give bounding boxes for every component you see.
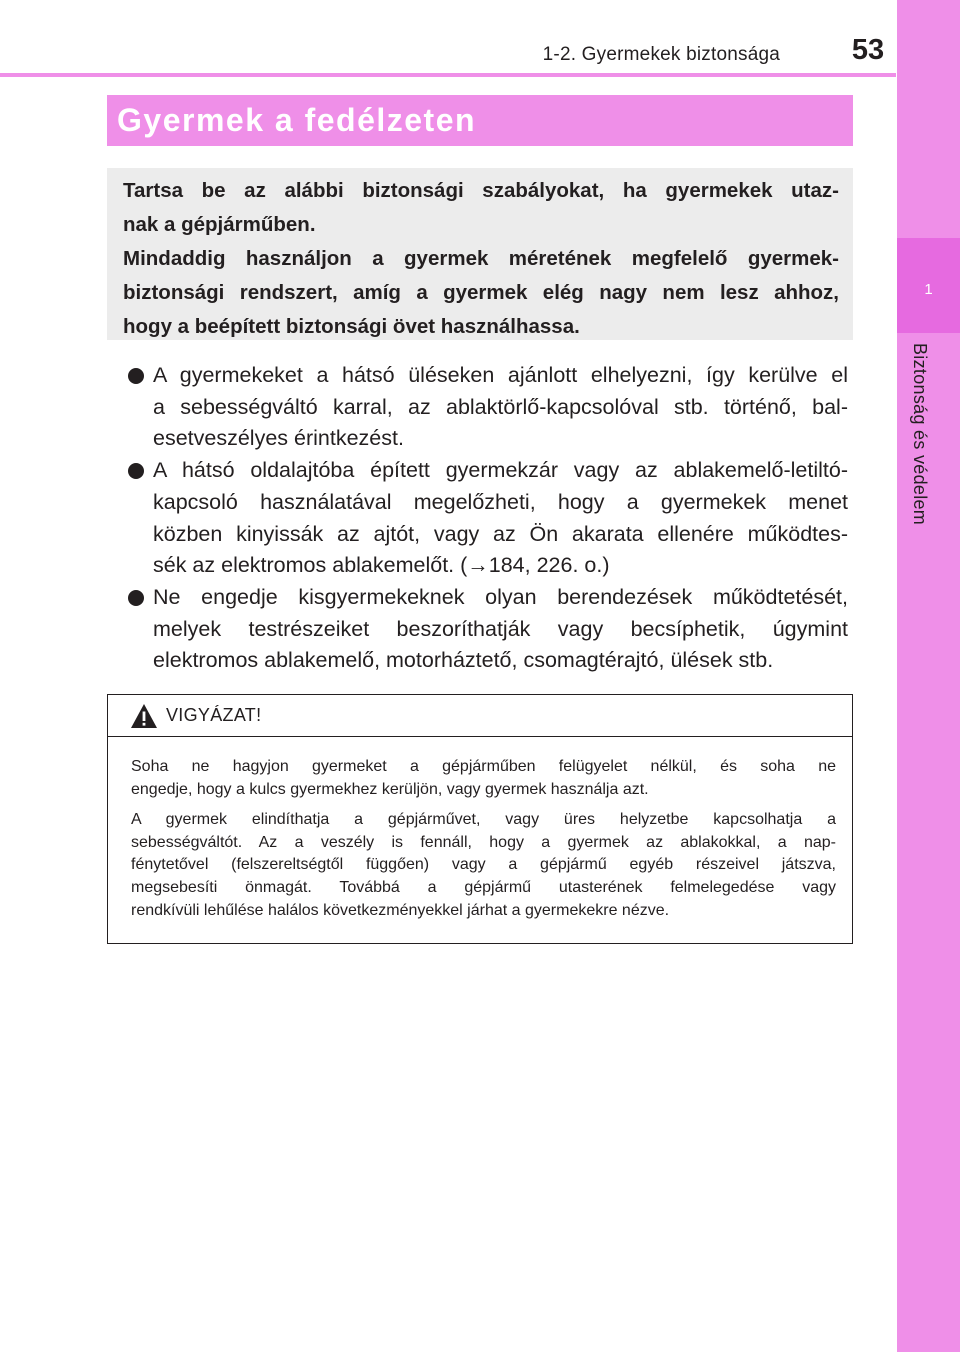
chapter-label: Biztonság és védelem <box>910 343 930 526</box>
intro-line: biztonsági rendszert, amíg a gyermek elég nagy nem lesz ahhoz, <box>123 281 839 304</box>
warning-body <box>131 756 836 930</box>
warning-line: sebességváltót. Az a veszély is fennáll, hogy a gyermek az ablakokkal, a nap- <box>131 833 836 851</box>
page-number: 53 <box>851 34 885 66</box>
warning-line: rendkívüli lehűlése halálos következményekkel járhat a gyermekekre nézve. <box>131 901 670 919</box>
intro-line: hogy a beépített biztonsági övet használhassa. <box>123 315 580 338</box>
chapter-side-strip <box>897 0 960 1352</box>
warning-line: engedje, hogy a kulcs gyermekhez kerüljön, vagy gyermek használja azt. <box>131 780 649 798</box>
warning-line: megsebesíti önmagát. Továbbá a gépjármű utasterének felmelegedése vagy <box>131 878 836 896</box>
warning-line: fénytetővel (felszereltségtől függően) vagy a gépjármű egyéb részeivel játszva, <box>131 856 836 874</box>
list-item-line: esetveszélyes érintkezést. <box>153 426 404 451</box>
list-item-text <box>153 582 848 677</box>
list-item-line: Ne engedje kisgyermekeknek olyan berendezések működtetését, <box>153 584 848 609</box>
bullet-dot-icon <box>128 463 144 479</box>
warning-title: VIGYÁZAT! <box>166 705 262 725</box>
list-item-line: közben kinyissák az ajtót, vagy az Ön akarata ellenére működtes- <box>153 521 848 546</box>
list-item <box>122 360 848 455</box>
intro-text <box>123 174 839 344</box>
bullet-list <box>122 360 848 677</box>
warning-triangle-icon <box>130 703 158 729</box>
intro-line: nak a gépjárműben. <box>123 213 316 236</box>
list-item-line: kapcsoló használatával megelőzheti, hogy a gyermekek menet <box>153 489 848 514</box>
warning-header-divider <box>108 736 852 737</box>
intro-line: Mindaddig használjon a gyermek méretének megfelelő gyermek- <box>123 247 839 270</box>
list-item-line: sék az elektromos ablakemelőt. (→184, 226. o.) <box>153 553 610 578</box>
list-item <box>122 455 848 582</box>
list-item-line: A hátsó oldalajtóba épített gyermekzár vagy az ablakemelő-letiltó- <box>153 458 848 483</box>
warning-paragraph <box>131 809 836 922</box>
list-item-line: a sebességváltó karral, az ablaktörlő-kapcsolóval stb. történő, bal- <box>153 394 848 419</box>
bullet-dot-icon <box>128 590 144 606</box>
list-item-text <box>153 360 848 455</box>
warning-line: Soha ne hagyjon gyermeket a gépjárműben felügyelet nélkül, és soha ne <box>131 758 836 775</box>
list-item-line: elektromos ablakemelő, motorháztető, csomagtérajtó, ülések stb. <box>153 648 774 673</box>
section-title: Gyermek a fedélzeten <box>117 102 477 138</box>
intro-line: Tartsa be az alábbi biztonsági szabályokat, ha gyermekek utaz- <box>123 179 839 202</box>
warning-line: A gyermek elindíthatja a gépjárművet, vagy üres helyzetbe kapcsolhatja a <box>131 811 836 829</box>
list-item-line: A gyermekeket a hátsó üléseken ajánlott elhelyezni, így kerülve el <box>153 363 848 387</box>
header-divider <box>0 73 896 77</box>
list-item-text <box>153 455 848 582</box>
running-header: 1-2. Gyermekek biztonsága <box>542 44 780 65</box>
warning-paragraph <box>131 756 836 801</box>
bullet-dot-icon <box>128 368 144 384</box>
list-item-line: melyek testrészeiket beszoríthatják vagy becsíphetik, úgymint <box>153 616 848 641</box>
list-item <box>122 582 848 677</box>
chapter-number: 1 <box>924 281 933 298</box>
